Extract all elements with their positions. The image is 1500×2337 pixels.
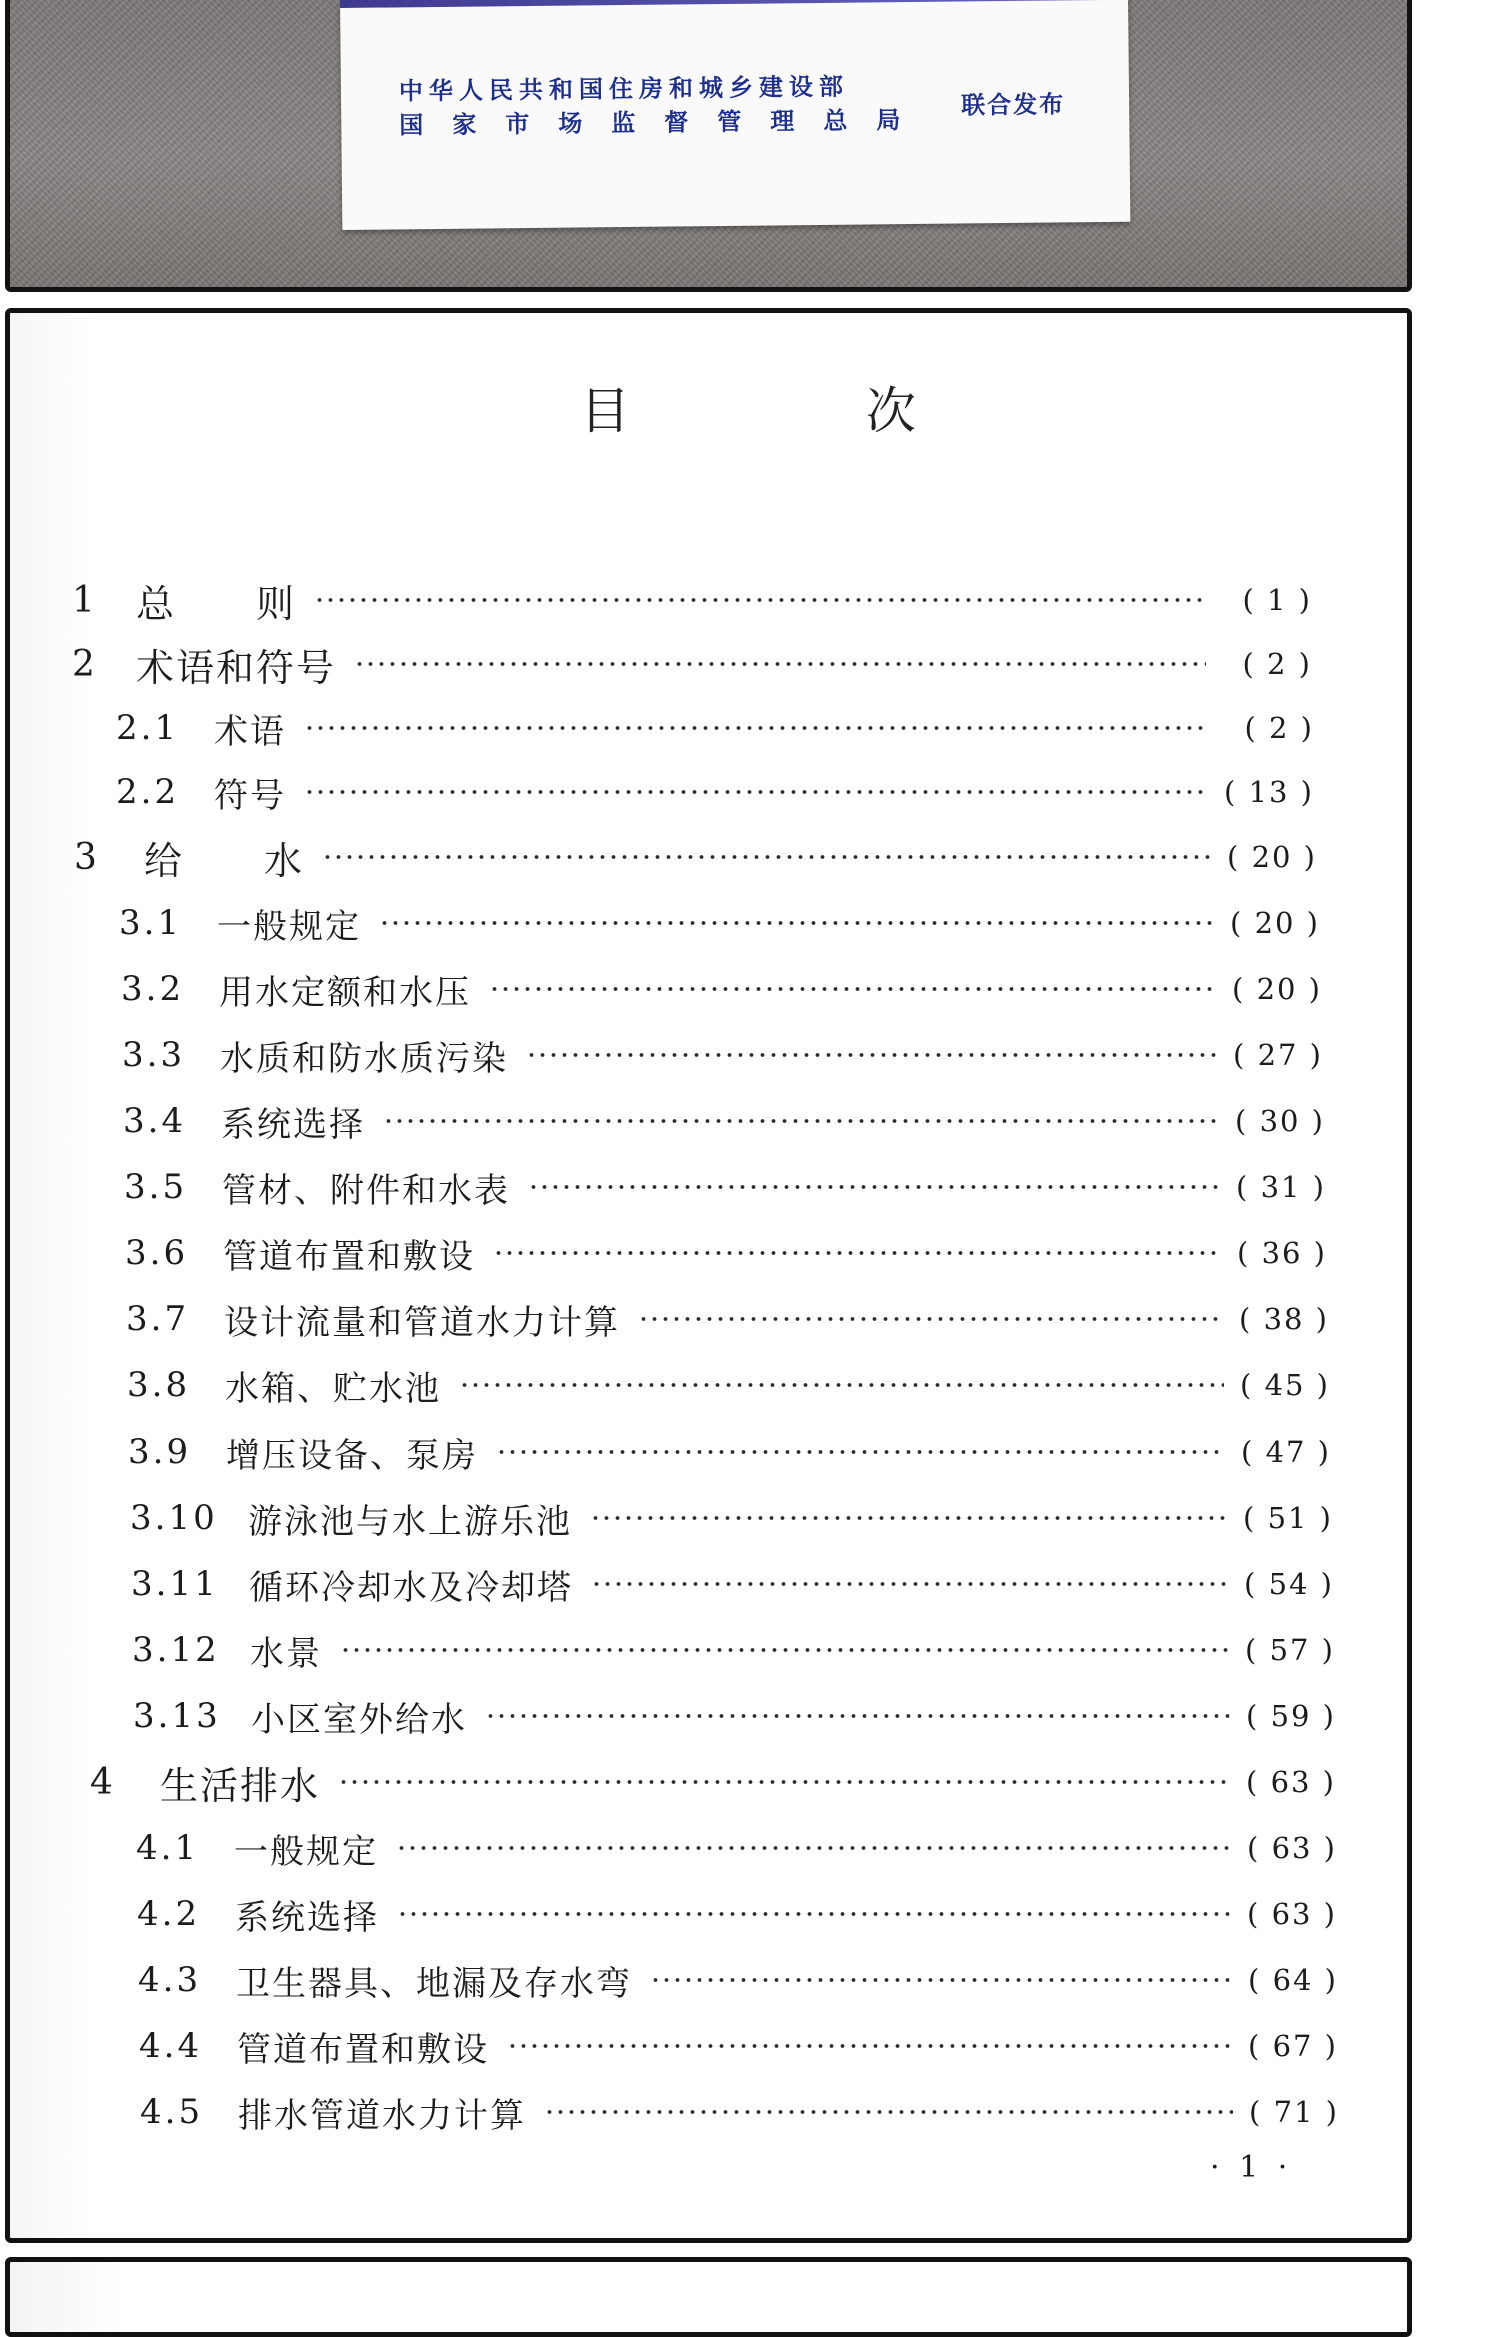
dot-leader [650,1977,1232,1983]
toc-entry [124,1162,1326,1212]
toc-entry [72,575,1312,625]
toc-entry-number: 3.6 [125,1233,189,1273]
toc-entry-title: 游泳池与水上游乐池 [248,1501,572,1542]
toc-entry [121,964,1322,1014]
toc-entry-page: ( 20 ) [1227,840,1317,874]
toc-entry [116,703,1314,753]
dot-leader [459,1382,1224,1388]
toc-entry-page: ( 20 ) [1232,972,1322,1006]
toc-entry [127,1360,1330,1410]
toc-entry-title: 系统选择 [235,1897,379,1938]
toc-entry-title: 循环冷却水及冷却塔 [249,1567,573,1608]
toc-entry-page: ( 1 ) [1242,583,1312,617]
toc-entry-number: 2.1 [116,708,180,748]
toc-entry [125,1228,1327,1278]
joint-release-label: 联合发布 [960,90,1066,120]
cover-photo [5,0,1412,292]
toc-entry-number: 3.5 [124,1167,188,1207]
toc-entry-title: 术语 [214,711,286,752]
toc-entry-number: 1 [72,579,98,621]
toc-entry-title: 管道布置和敷设 [223,1236,475,1277]
toc-entry-title: 水景 [250,1633,322,1674]
toc-entry-number: 3 [74,836,100,878]
toc-title: 目 次 [580,382,1026,440]
dot-leader [528,1184,1220,1190]
dot-leader [489,986,1216,992]
dot-leader [322,854,1211,860]
toc-entry-title: 术语和符号 [136,645,337,690]
toc-entry [119,898,1320,948]
toc-entry-number: 3.10 [130,1498,218,1538]
toc-entry-title: 管道布置和敷设 [237,2029,489,2070]
toc-entry-page: ( 2 ) [1242,647,1312,681]
toc-entry-title: 水质和防水质污染 [220,1038,508,1079]
page-number: · 1 · [1210,2150,1293,2185]
toc-entry [137,1889,1337,1939]
toc-entry-page: ( 36 ) [1237,1236,1327,1270]
toc-entry-page: ( 38 ) [1239,1302,1329,1336]
toc-entry-number: 3.9 [128,1432,192,1472]
dot-leader [493,1250,1221,1256]
toc-entry-number: 4.4 [139,2026,203,2066]
dot-leader [379,920,1214,926]
toc-entry [128,1427,1331,1477]
toc-entry-page: ( 51 ) [1243,1501,1333,1535]
toc-entry-title: 管材、附件和水表 [222,1170,510,1211]
publisher-line-2: 国家市场监督管理总局 [399,105,930,140]
toc-entry-page: ( 57 ) [1245,1633,1335,1667]
toc-entry [72,639,1312,689]
toc-entry-page: ( 71 ) [1249,2095,1339,2129]
toc-entry-number: 3.3 [122,1035,186,1075]
toc-entry [122,1030,1323,1080]
toc-entry-title: 生活排水 [160,1763,321,1808]
toc-entry-title: 增压设备、泵房 [226,1435,478,1476]
toc-entry [132,1625,1335,1675]
toc-entry [138,1955,1338,2005]
toc-entry-page: ( 63 ) [1247,1831,1337,1865]
dot-leader [383,1118,1219,1124]
toc-entry [131,1559,1334,1609]
toc-page [5,308,1412,2243]
dot-leader [590,1515,1227,1521]
toc-entry-title: 符号 [214,775,286,816]
toc-entry-page: ( 13 ) [1224,775,1314,809]
dot-leader [396,1845,1231,1851]
toc-entry-title: 总 则 [136,581,297,626]
toc-entry-page: ( 63 ) [1246,1765,1336,1799]
toc-entry-number: 2.2 [116,772,180,812]
toc-entry-page: ( 64 ) [1248,1963,1338,1997]
dot-leader [526,1052,1217,1058]
toc-entry-page: ( 27 ) [1233,1038,1323,1072]
publisher-names [399,69,930,143]
toc-entry-number: 3.4 [123,1101,187,1141]
toc-entry-title: 给 水 [144,838,305,883]
toc-entry [123,1096,1325,1146]
toc-entry-page: ( 47 ) [1241,1435,1331,1469]
toc-entry-page: ( 2 ) [1244,711,1314,745]
toc-entry-title: 水箱、贮水池 [225,1368,441,1409]
toc-entry-number: 4.2 [137,1894,201,1934]
toc-entry-page: ( 45 ) [1240,1368,1330,1402]
toc-entry-page: ( 63 ) [1247,1897,1337,1931]
dot-leader [314,597,1206,603]
toc-entry-number: 2 [72,643,98,685]
toc-entry-number: 4.5 [140,2092,204,2132]
toc-entry-page: ( 67 ) [1248,2029,1338,2063]
toc-entry-page: ( 20 ) [1230,906,1320,940]
toc-entry [139,2021,1338,2071]
toc-entry-title: 设计流量和管道水力计算 [224,1302,620,1343]
toc-entry-title: 排水管道水力计算 [238,2095,526,2136]
toc-entry-number: 3.12 [132,1630,220,1670]
toc-entry-title: 用水定额和水压 [219,972,471,1013]
dot-leader [304,725,1208,731]
toc-entry [90,1757,1336,1807]
dot-leader [507,2043,1232,2049]
toc-entry-title: 卫生器具、地漏及存水弯 [236,1963,632,2004]
toc-entry-page: ( 31 ) [1236,1170,1326,1204]
toc-entry-number: 3.2 [121,969,185,1009]
toc-entry-number: 4.1 [136,1828,200,1868]
toc-entry-number: 3.11 [131,1564,219,1604]
next-page-edge [5,2257,1412,2337]
toc-entry-title: 一般规定 [234,1831,378,1872]
toc-entry-title: 小区室外给水 [251,1699,467,1740]
dot-leader [354,661,1206,667]
cover-color-strip [340,0,1128,8]
toc-entry [126,1294,1329,1344]
toc-entry-page: ( 59 ) [1246,1699,1336,1733]
toc-entry-number: 3.13 [133,1696,221,1736]
dot-leader [485,1713,1230,1719]
dot-leader [304,789,1208,795]
toc-entry-number: 4.3 [138,1960,202,2000]
publisher-line-1: 中华人民共和国住房和城乡建设部 [398,72,850,106]
toc-entry [116,767,1314,817]
toc-entry-page: ( 54 ) [1244,1567,1334,1601]
toc-entry-number: 4 [90,1761,116,1803]
toc-entry-page: ( 30 ) [1235,1104,1325,1138]
dot-leader [638,1316,1223,1322]
toc-entry [74,832,1317,882]
dot-leader [496,1449,1225,1455]
toc-entry [133,1691,1336,1741]
dot-leader [591,1581,1228,1587]
toc-entry [136,1823,1337,1873]
toc-entry-title: 系统选择 [221,1104,365,1145]
dot-leader [340,1647,1229,1653]
toc-entry-number: 3.7 [126,1299,190,1339]
cover-label [340,0,1130,230]
toc-entry-title: 一般规定 [217,906,361,947]
dot-leader [544,2109,1233,2115]
dot-leader [338,1779,1230,1785]
toc-entry-number: 3.1 [119,903,183,943]
dot-leader [397,1911,1231,1917]
toc-entry [140,2087,1339,2137]
toc-entry-number: 3.8 [127,1365,191,1405]
toc-entry [130,1493,1333,1543]
